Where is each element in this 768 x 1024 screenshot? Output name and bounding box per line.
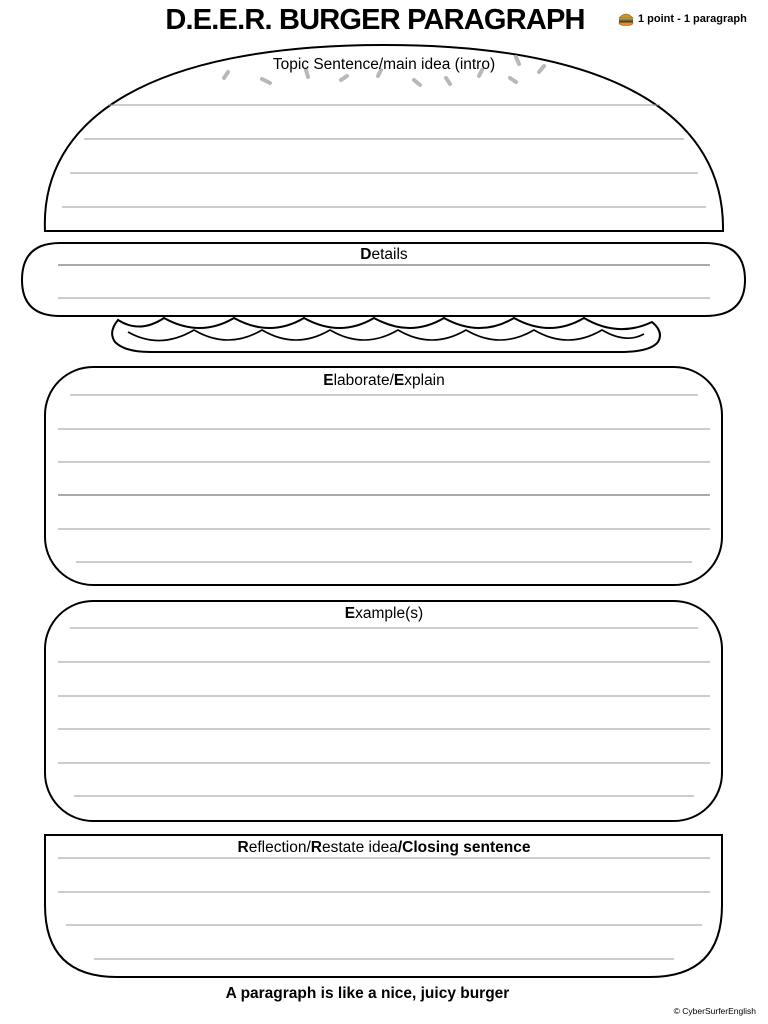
example-rest: xample(s) bbox=[355, 605, 424, 622]
elaborate-initial: E bbox=[323, 372, 334, 389]
explain-rest: xplain bbox=[404, 372, 445, 389]
legend-text: 1 point - 1 paragraph bbox=[638, 13, 747, 25]
example-box bbox=[45, 601, 722, 821]
explain-initial: E bbox=[393, 372, 405, 389]
elaborate-mid: laborate/ bbox=[333, 372, 394, 389]
reflection-initial: R bbox=[237, 839, 249, 856]
details-label bbox=[0, 246, 768, 264]
restate-initial: R bbox=[310, 839, 322, 856]
copyright: © CyberSurferEnglish bbox=[673, 1006, 756, 1016]
reflection-label bbox=[0, 839, 768, 857]
page-title: D.E.E.R. BURGER PARAGRAPH bbox=[165, 4, 585, 36]
example-label bbox=[0, 605, 768, 623]
details-rest: etails bbox=[371, 246, 408, 263]
reflection-rest: eflection/ bbox=[248, 839, 311, 856]
details-initial: D bbox=[360, 246, 372, 263]
closing-sentence: /Closing sentence bbox=[397, 839, 531, 856]
example-initial: E bbox=[344, 605, 356, 622]
elaborate-label bbox=[0, 372, 768, 390]
footer-caption: A paragraph is like a nice, juicy burger bbox=[225, 985, 510, 1002]
restate-rest: estate idea bbox=[321, 839, 398, 856]
topic-sentence-label: Topic Sentence/main idea (intro) bbox=[272, 56, 496, 73]
elaborate-box bbox=[45, 367, 722, 585]
